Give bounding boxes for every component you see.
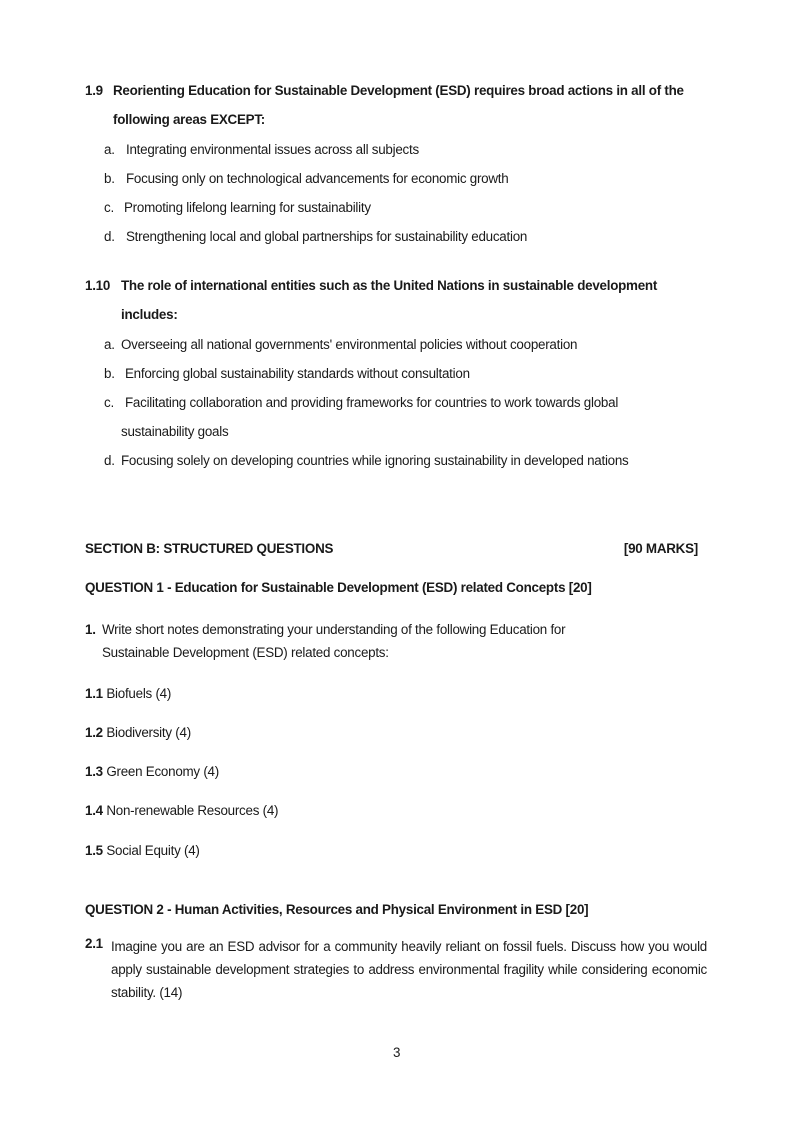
q1-10-number: 1.10 — [85, 278, 111, 293]
question-2-heading: QUESTION 2 - Human Activities, Resources and Physical Environment in ESD [20] — [85, 902, 589, 917]
option-text: Facilitating collaboration and providing frameworks for countries to work towards global — [125, 395, 619, 410]
q1-item — [85, 685, 171, 703]
q1-item — [85, 802, 278, 820]
item-text: Biofuels (4) — [106, 686, 172, 701]
item-text: Biodiversity (4) — [106, 725, 191, 740]
option-label: a. — [104, 337, 115, 352]
option-label: d. — [104, 453, 115, 468]
item-number: 1.3 — [85, 764, 103, 779]
q2-item-text: Imagine you are an ESD advisor for a community heavily reliant on fossil fuels. Discuss how you would apply sustainable development strategies to address environmental fragility while considering economic stability. (14) — [111, 939, 707, 1000]
item-text: Green Economy (4) — [106, 764, 219, 779]
item-text: Non-renewable Resources (4) — [106, 803, 279, 818]
option-label: d. — [104, 229, 115, 244]
option-text: Integrating environmental issues across all subjects — [126, 142, 419, 157]
q1-10-stem-cont: includes: — [121, 307, 178, 322]
q2-item-number: 2.1 — [85, 936, 103, 951]
q1-item — [85, 763, 219, 781]
option-text: Enforcing global sustainability standards without consultation — [125, 366, 470, 381]
section-marks: [90 MARKS] — [623, 541, 698, 556]
q1-item — [85, 842, 200, 860]
item-number: 1.2 — [85, 725, 103, 740]
q1-9-stem-cont: following areas EXCEPT: — [113, 112, 265, 127]
item-number: 1.5 — [85, 843, 103, 858]
option-label: c. — [104, 200, 114, 215]
question-1-heading: QUESTION 1 - Education for Sustainable Development (ESD) related Concepts [20] — [85, 580, 592, 595]
option-text-cont: sustainability goals — [121, 424, 229, 439]
option-label: a. — [104, 142, 115, 157]
option-text: Strengthening local and global partnerships for sustainability education — [126, 229, 528, 244]
option-label: b. — [104, 171, 115, 186]
q1-intro: Write short notes demonstrating your understanding of the following Education for — [102, 622, 566, 637]
q1-9-number: 1.9 — [85, 83, 103, 98]
q1-10-stem: The role of international entities such as the United Nations in sustainable development — [121, 278, 658, 293]
q1-9-stem: Reorienting Education for Sustainable Development (ESD) requires broad actions in all of the — [113, 83, 684, 98]
q1-intro-cont: Sustainable Development (ESD) related concepts: — [102, 645, 389, 660]
q1-item — [85, 724, 191, 742]
option-text: Focusing only on technological advancements for economic growth — [126, 171, 509, 186]
option-text: Focusing solely on developing countries while ignoring sustainability in developed nations — [121, 453, 629, 468]
item-number: 1.4 — [85, 803, 103, 818]
option-text: Overseeing all national governments' environmental policies without cooperation — [121, 337, 578, 352]
option-label: c. — [104, 395, 114, 410]
option-text: Promoting lifelong learning for sustainability — [124, 200, 371, 215]
item-number: 1.1 — [85, 686, 103, 701]
option-label: b. — [104, 366, 115, 381]
section-title: SECTION B: STRUCTURED QUESTIONS — [85, 541, 334, 556]
q1-intro-number: 1. — [85, 622, 96, 637]
item-text: Social Equity (4) — [106, 843, 200, 858]
page-number: 3 — [393, 1045, 401, 1060]
